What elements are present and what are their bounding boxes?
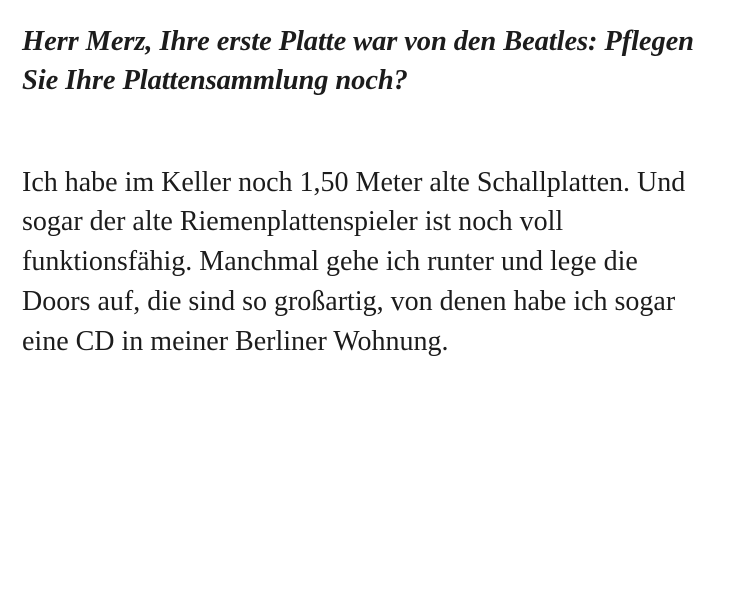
- interview-question: Herr Merz, Ihre erste Platte war von den Beatles: Pflegen Sie Ihre Plattensammlung noch?: [22, 26, 694, 97]
- interview-answer: Ich habe im Keller noch 1,50 Meter alte Schallplatten. Und sogar der alte Riemenplattenspieler ist noch voll funktionsfähig. Manchmal gehe ich runter und lege die Doors auf, die sind so großartig, von denen habe ich sogar eine CD in meiner Berliner Wohnung.: [22, 166, 686, 357]
